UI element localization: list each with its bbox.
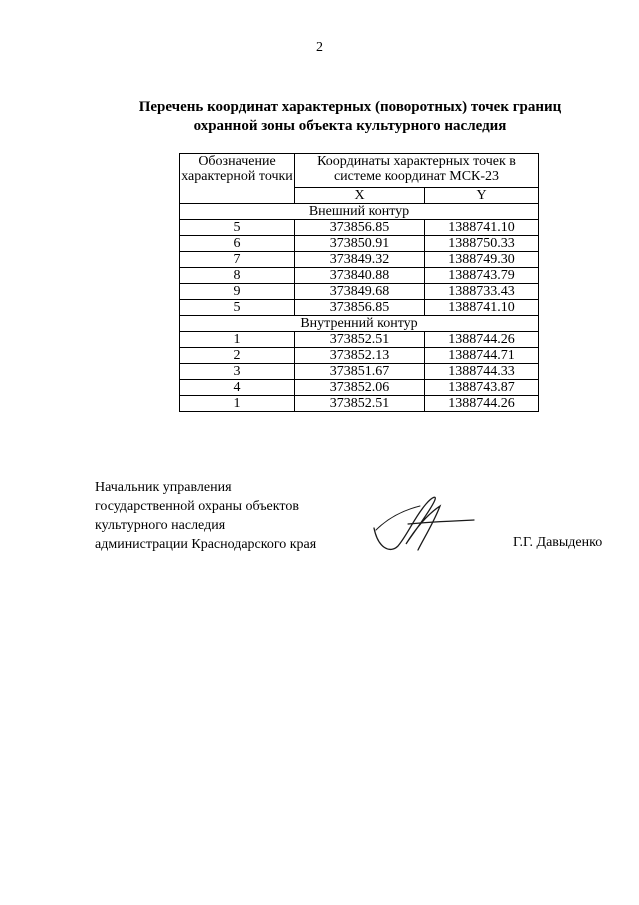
- point-cell: 9: [180, 284, 295, 300]
- point-cell: 5: [180, 300, 295, 316]
- x-cell: 373850.91: [295, 236, 425, 252]
- signatory-name: Г.Г. Давыденко: [513, 535, 603, 550]
- y-cell: 1388744.33: [425, 364, 539, 380]
- point-cell: 5: [180, 220, 295, 236]
- y-cell: 1388741.10: [425, 220, 539, 236]
- handwritten-signature: [368, 488, 478, 558]
- y-cell: 1388744.26: [425, 332, 539, 348]
- point-cell: 2: [180, 348, 295, 364]
- signatory-line-1: Начальник управления: [95, 480, 232, 495]
- x-cell: 373851.67: [295, 364, 425, 380]
- y-cell: 1388743.87: [425, 380, 539, 396]
- x-cell: 373849.68: [295, 284, 425, 300]
- section-row: [180, 204, 539, 220]
- section-row: [180, 316, 539, 332]
- table-row: [180, 300, 539, 316]
- y-cell: 1388743.79: [425, 268, 539, 284]
- signatory-line-4: администрации Краснодарского края: [95, 537, 317, 552]
- table-row: [180, 252, 539, 268]
- table-row: [180, 396, 539, 412]
- point-cell: 8: [180, 268, 295, 284]
- point-cell: 4: [180, 380, 295, 396]
- table-row: [180, 332, 539, 348]
- header-designation: Обозначение характерной точки: [180, 154, 295, 204]
- section-title: Внешний контур: [180, 204, 539, 220]
- page-number: 2: [316, 40, 323, 55]
- signatory-line-2: государственной охраны объектов: [95, 499, 299, 514]
- table-row: [180, 380, 539, 396]
- x-cell: 373852.51: [295, 332, 425, 348]
- y-cell: 1388741.10: [425, 300, 539, 316]
- table-row: [180, 348, 539, 364]
- x-cell: 373852.06: [295, 380, 425, 396]
- coordinates-table: [179, 153, 539, 412]
- x-cell: 373849.32: [295, 252, 425, 268]
- table-row: [180, 364, 539, 380]
- point-cell: 7: [180, 252, 295, 268]
- title-line-2: охранной зоны объекта культурного наследия: [193, 118, 507, 134]
- point-cell: 1: [180, 332, 295, 348]
- table-row: [180, 268, 539, 284]
- title-line-1: Перечень координат характерных (поворотных) точек границ: [138, 99, 562, 115]
- point-cell: 6: [180, 236, 295, 252]
- section-title: Внутренний контур: [180, 316, 539, 332]
- table-header-row: [180, 154, 539, 188]
- x-cell: 373840.88: [295, 268, 425, 284]
- signatory-title: [95, 478, 316, 554]
- y-cell: 1388749.30: [425, 252, 539, 268]
- x-cell: 373852.51: [295, 396, 425, 412]
- table-row: [180, 236, 539, 252]
- header-x: X: [295, 188, 425, 204]
- header-coordinates: Координаты характерных точек в системе координат МСК-23: [295, 154, 539, 188]
- document-title: [100, 98, 600, 136]
- y-cell: 1388750.33: [425, 236, 539, 252]
- x-cell: 373852.13: [295, 348, 425, 364]
- table-row: [180, 284, 539, 300]
- x-cell: 373856.85: [295, 220, 425, 236]
- y-cell: 1388744.71: [425, 348, 539, 364]
- table-row: [180, 220, 539, 236]
- x-cell: 373856.85: [295, 300, 425, 316]
- y-cell: 1388733.43: [425, 284, 539, 300]
- point-cell: 3: [180, 364, 295, 380]
- y-cell: 1388744.26: [425, 396, 539, 412]
- point-cell: 1: [180, 396, 295, 412]
- header-y: Y: [425, 188, 539, 204]
- signatory-line-3: культурного наследия: [95, 518, 226, 533]
